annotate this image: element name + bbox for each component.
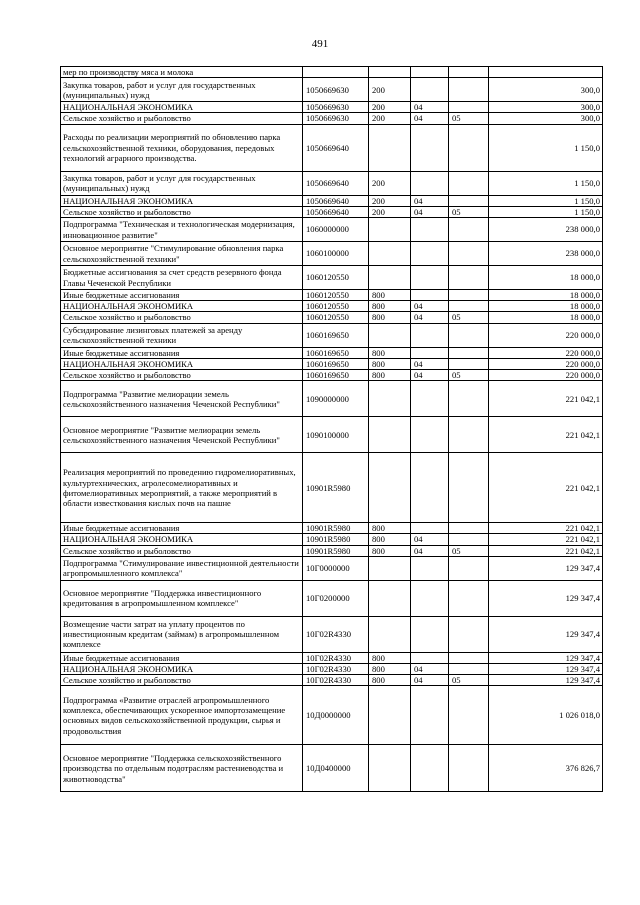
row-subsection-cell: [449, 523, 489, 534]
table-row: [61, 556, 603, 580]
row-name-cell: НАЦИОНАЛЬНАЯ ЭКОНОМИКА: [61, 301, 303, 312]
row-expense-type-cell: 800: [369, 290, 411, 301]
row-sum-cell: 129 347,4: [489, 664, 603, 675]
row-expense-type-cell: 200: [369, 195, 411, 206]
row-name-cell: Основное мероприятие "Развитие мелиорации земель сельскохозяйственного назначения Чеченской Республики": [61, 417, 303, 453]
row-section-cell: 04: [411, 664, 449, 675]
row-expense-type-cell: [369, 616, 411, 652]
row-name-cell: Сельское хозяйство и рыболовство: [61, 545, 303, 556]
table-row: [61, 171, 603, 195]
row-expense-type-cell: [369, 556, 411, 580]
row-expense-type-cell: 200: [369, 113, 411, 124]
row-sum-cell: 220 000,0: [489, 323, 603, 347]
row-name-cell: НАЦИОНАЛЬНАЯ ЭКОНОМИКА: [61, 102, 303, 113]
row-section-cell: 04: [411, 301, 449, 312]
row-code-cell: [303, 67, 369, 78]
row-subsection-cell: [449, 745, 489, 792]
row-sum-cell: 18 000,0: [489, 312, 603, 323]
table-row: [61, 580, 603, 616]
row-code-cell: 1060000000: [303, 218, 369, 242]
row-subsection-cell: [449, 616, 489, 652]
row-name-cell: Сельское хозяйство и рыболовство: [61, 312, 303, 323]
row-sum-cell: 18 000,0: [489, 301, 603, 312]
row-expense-type-cell: [369, 580, 411, 616]
row-name-cell: Подпрограмма "Развитие мелиорации земель сельскохозяйственного назначения Чеченской Республики": [61, 381, 303, 417]
row-code-cell: 10Г02R4330: [303, 664, 369, 675]
row-name-cell: Иные бюджетные ассигнования: [61, 290, 303, 301]
row-code-cell: 1060100000: [303, 242, 369, 266]
table-row: [61, 301, 603, 312]
row-subsection-cell: 05: [449, 675, 489, 686]
row-code-cell: 10901R5980: [303, 545, 369, 556]
table-row: [61, 78, 603, 102]
row-section-cell: 04: [411, 206, 449, 217]
row-sum-cell: 221 042,1: [489, 453, 603, 523]
row-sum-cell: 238 000,0: [489, 218, 603, 242]
row-expense-type-cell: [369, 242, 411, 266]
row-subsection-cell: 05: [449, 545, 489, 556]
row-section-cell: 04: [411, 312, 449, 323]
row-sum-cell: 220 000,0: [489, 358, 603, 369]
row-subsection-cell: 05: [449, 206, 489, 217]
table-row: [61, 381, 603, 417]
table-row: [61, 453, 603, 523]
row-sum-cell: 1 150,0: [489, 206, 603, 217]
row-code-cell: 1060120550: [303, 301, 369, 312]
row-code-cell: 1050669640: [303, 171, 369, 195]
table-row: [61, 545, 603, 556]
row-name-cell: Сельское хозяйство и рыболовство: [61, 206, 303, 217]
row-name-cell: Расходы по реализации мероприятий по обновлению парка сельскохозяйственной техники, оборудования, передовых технологий аграрного производства.: [61, 124, 303, 171]
row-sum-cell: [489, 67, 603, 78]
row-section-cell: [411, 523, 449, 534]
row-expense-type-cell: 800: [369, 545, 411, 556]
row-subsection-cell: 05: [449, 113, 489, 124]
row-sum-cell: 300,0: [489, 113, 603, 124]
row-name-cell: Основное мероприятие "Поддержка инвестиционного кредитования в агропромышленном комплексе": [61, 580, 303, 616]
row-name-cell: Основное мероприятие "Стимулирование обновления парка сельскохозяйственной техники": [61, 242, 303, 266]
row-expense-type-cell: 800: [369, 347, 411, 358]
row-expense-type-cell: [369, 745, 411, 792]
row-expense-type-cell: 800: [369, 523, 411, 534]
row-code-cell: 10Г0000000: [303, 556, 369, 580]
row-name-cell: НАЦИОНАЛЬНАЯ ЭКОНОМИКА: [61, 358, 303, 369]
row-subsection-cell: [449, 102, 489, 113]
row-code-cell: 1060169650: [303, 323, 369, 347]
page-number: 491: [311, 38, 329, 50]
row-sum-cell: 221 042,1: [489, 523, 603, 534]
table-row: [61, 523, 603, 534]
row-section-cell: [411, 453, 449, 523]
row-expense-type-cell: 200: [369, 78, 411, 102]
row-name-cell: Бюджетные ассигнования за счет средств резервного фонда Главы Чеченской Республики: [61, 266, 303, 290]
row-name-cell: Субсидирование лизинговых платежей за аренду сельскохозяйственной техники: [61, 323, 303, 347]
row-sum-cell: 1 026 018,0: [489, 686, 603, 745]
row-code-cell: 1060120550: [303, 266, 369, 290]
row-sum-cell: 129 347,4: [489, 675, 603, 686]
row-expense-type-cell: 200: [369, 171, 411, 195]
table-row: [61, 616, 603, 652]
row-subsection-cell: [449, 664, 489, 675]
row-code-cell: 1050669640: [303, 206, 369, 217]
row-code-cell: 1050669640: [303, 195, 369, 206]
row-code-cell: 10Г02R4330: [303, 616, 369, 652]
table-row: [61, 242, 603, 266]
row-code-cell: 10Д0000000: [303, 686, 369, 745]
row-name-cell: Подпрограмма «Развитие отраслей агропромышленного комплекса, обеспечивающих ускоренное импортозамещение основных видов сельскохозяйственной продукции, сырья и продовольствия: [61, 686, 303, 745]
table-row: [61, 102, 603, 113]
row-code-cell: 1060120550: [303, 312, 369, 323]
row-section-cell: [411, 171, 449, 195]
table-row: [61, 417, 603, 453]
row-code-cell: 10901R5980: [303, 523, 369, 534]
row-section-cell: [411, 417, 449, 453]
row-code-cell: 10901R5980: [303, 453, 369, 523]
row-code-cell: 1060169650: [303, 370, 369, 381]
row-subsection-cell: [449, 301, 489, 312]
row-code-cell: 10Г0200000: [303, 580, 369, 616]
row-section-cell: 04: [411, 358, 449, 369]
row-sum-cell: 300,0: [489, 78, 603, 102]
table-row: [61, 312, 603, 323]
row-sum-cell: 300,0: [489, 102, 603, 113]
row-sum-cell: 220 000,0: [489, 347, 603, 358]
row-expense-type-cell: [369, 218, 411, 242]
row-expense-type-cell: [369, 417, 411, 453]
table-row: [61, 675, 603, 686]
row-expense-type-cell: 800: [369, 370, 411, 381]
table-row: [61, 652, 603, 663]
row-code-cell: 1050669640: [303, 124, 369, 171]
row-section-cell: 04: [411, 370, 449, 381]
row-subsection-cell: [449, 266, 489, 290]
row-section-cell: [411, 652, 449, 663]
row-sum-cell: 18 000,0: [489, 290, 603, 301]
row-subsection-cell: [449, 67, 489, 78]
row-subsection-cell: [449, 171, 489, 195]
table-row: [61, 358, 603, 369]
row-sum-cell: 1 150,0: [489, 171, 603, 195]
row-name-cell: Сельское хозяйство и рыболовство: [61, 113, 303, 124]
row-section-cell: 04: [411, 195, 449, 206]
row-subsection-cell: [449, 417, 489, 453]
row-name-cell: Подпрограмма "Стимулирование инвестиционной деятельности агропромышленного комплекса": [61, 556, 303, 580]
row-expense-type-cell: 200: [369, 102, 411, 113]
row-code-cell: 10901R5980: [303, 534, 369, 545]
table-row: [61, 664, 603, 675]
row-sum-cell: 129 347,4: [489, 556, 603, 580]
row-code-cell: 1060169650: [303, 347, 369, 358]
row-section-cell: [411, 290, 449, 301]
row-name-cell: Сельское хозяйство и рыболовство: [61, 370, 303, 381]
row-section-cell: 04: [411, 545, 449, 556]
row-code-cell: 1050669630: [303, 102, 369, 113]
row-code-cell: 10Д0400000: [303, 745, 369, 792]
row-section-cell: [411, 580, 449, 616]
row-section-cell: [411, 323, 449, 347]
row-subsection-cell: 05: [449, 312, 489, 323]
row-name-cell: Основное мероприятие "Поддержка сельскохозяйственного производства по отдельным подотраслям растениеводства и животноводства": [61, 745, 303, 792]
row-section-cell: [411, 745, 449, 792]
row-section-cell: [411, 381, 449, 417]
row-sum-cell: 18 000,0: [489, 266, 603, 290]
row-expense-type-cell: 800: [369, 358, 411, 369]
budget-table-body: [61, 67, 603, 792]
row-sum-cell: 1 150,0: [489, 195, 603, 206]
row-sum-cell: 129 347,4: [489, 616, 603, 652]
row-name-cell: мер по производству мяса и молока: [61, 67, 303, 78]
row-expense-type-cell: [369, 323, 411, 347]
row-name-cell: Закупка товаров, работ и услуг для государственных (муниципальных) нужд: [61, 171, 303, 195]
row-section-cell: [411, 686, 449, 745]
row-subsection-cell: 05: [449, 370, 489, 381]
row-section-cell: [411, 347, 449, 358]
row-expense-type-cell: [369, 266, 411, 290]
row-subsection-cell: [449, 652, 489, 663]
row-name-cell: Возмещение части затрат на уплату процентов по инвестиционным кредитам (займам) в агропромышленном комплексе: [61, 616, 303, 652]
table-row: [61, 67, 603, 78]
row-sum-cell: 221 042,1: [489, 534, 603, 545]
row-code-cell: 1090000000: [303, 381, 369, 417]
row-name-cell: Сельское хозяйство и рыболовство: [61, 675, 303, 686]
row-sum-cell: 221 042,1: [489, 545, 603, 556]
row-sum-cell: 238 000,0: [489, 242, 603, 266]
row-subsection-cell: [449, 453, 489, 523]
row-expense-type-cell: 800: [369, 301, 411, 312]
row-name-cell: НАЦИОНАЛЬНАЯ ЭКОНОМИКА: [61, 195, 303, 206]
row-section-cell: [411, 556, 449, 580]
table-row: [61, 206, 603, 217]
row-expense-type-cell: 800: [369, 652, 411, 663]
row-section-cell: [411, 218, 449, 242]
row-subsection-cell: [449, 580, 489, 616]
row-section-cell: [411, 67, 449, 78]
budget-table: [60, 66, 603, 792]
row-subsection-cell: [449, 242, 489, 266]
table-row: [61, 124, 603, 171]
row-sum-cell: 221 042,1: [489, 381, 603, 417]
row-sum-cell: 221 042,1: [489, 417, 603, 453]
row-section-cell: [411, 616, 449, 652]
row-subsection-cell: [449, 686, 489, 745]
row-subsection-cell: [449, 556, 489, 580]
row-sum-cell: 129 347,4: [489, 580, 603, 616]
row-section-cell: [411, 124, 449, 171]
row-subsection-cell: [449, 124, 489, 171]
table-row: [61, 347, 603, 358]
row-name-cell: Подпрограмма "Техническая и технологическая модернизация, инновационное развитие": [61, 218, 303, 242]
table-row: [61, 218, 603, 242]
row-expense-type-cell: 800: [369, 312, 411, 323]
row-sum-cell: 376 826,7: [489, 745, 603, 792]
row-expense-type-cell: 800: [369, 534, 411, 545]
row-code-cell: 10Г02R4330: [303, 652, 369, 663]
row-subsection-cell: [449, 290, 489, 301]
row-subsection-cell: [449, 78, 489, 102]
row-name-cell: Иные бюджетные ассигнования: [61, 652, 303, 663]
row-code-cell: 10Г02R4330: [303, 675, 369, 686]
table-row: [61, 534, 603, 545]
row-name-cell: НАЦИОНАЛЬНАЯ ЭКОНОМИКА: [61, 664, 303, 675]
row-subsection-cell: [449, 534, 489, 545]
row-expense-type-cell: [369, 381, 411, 417]
row-section-cell: 04: [411, 675, 449, 686]
row-name-cell: Иные бюджетные ассигнования: [61, 347, 303, 358]
row-expense-type-cell: [369, 686, 411, 745]
row-sum-cell: 1 150,0: [489, 124, 603, 171]
row-code-cell: 1050669630: [303, 78, 369, 102]
table-row: [61, 370, 603, 381]
row-section-cell: [411, 266, 449, 290]
row-subsection-cell: [449, 358, 489, 369]
row-subsection-cell: [449, 195, 489, 206]
row-subsection-cell: [449, 347, 489, 358]
row-code-cell: 1090100000: [303, 417, 369, 453]
row-section-cell: 04: [411, 534, 449, 545]
row-expense-type-cell: [369, 453, 411, 523]
row-sum-cell: 220 000,0: [489, 370, 603, 381]
row-subsection-cell: [449, 323, 489, 347]
row-section-cell: 04: [411, 113, 449, 124]
row-name-cell: Реализация мероприятий по проведению гидромелиоративных, культуртехнических, агролесомелиоративных и фитомелиоративных мероприятий, а также мероприятий в области известкования кислых почв на пашне: [61, 453, 303, 523]
row-section-cell: [411, 78, 449, 102]
table-row: [61, 113, 603, 124]
row-name-cell: Иные бюджетные ассигнования: [61, 523, 303, 534]
row-name-cell: НАЦИОНАЛЬНАЯ ЭКОНОМИКА: [61, 534, 303, 545]
table-row: [61, 290, 603, 301]
row-section-cell: 04: [411, 102, 449, 113]
row-section-cell: [411, 242, 449, 266]
row-expense-type-cell: 200: [369, 206, 411, 217]
table-row: [61, 686, 603, 745]
row-expense-type-cell: 800: [369, 675, 411, 686]
row-code-cell: 1050669630: [303, 113, 369, 124]
row-expense-type-cell: 800: [369, 664, 411, 675]
table-row: [61, 745, 603, 792]
row-subsection-cell: [449, 381, 489, 417]
table-row: [61, 195, 603, 206]
row-code-cell: 1060120550: [303, 290, 369, 301]
row-expense-type-cell: [369, 124, 411, 171]
row-expense-type-cell: [369, 67, 411, 78]
table-row: [61, 323, 603, 347]
row-code-cell: 1060169650: [303, 358, 369, 369]
row-sum-cell: 129 347,4: [489, 652, 603, 663]
row-subsection-cell: [449, 218, 489, 242]
table-row: [61, 266, 603, 290]
row-name-cell: Закупка товаров, работ и услуг для государственных (муниципальных) нужд: [61, 78, 303, 102]
